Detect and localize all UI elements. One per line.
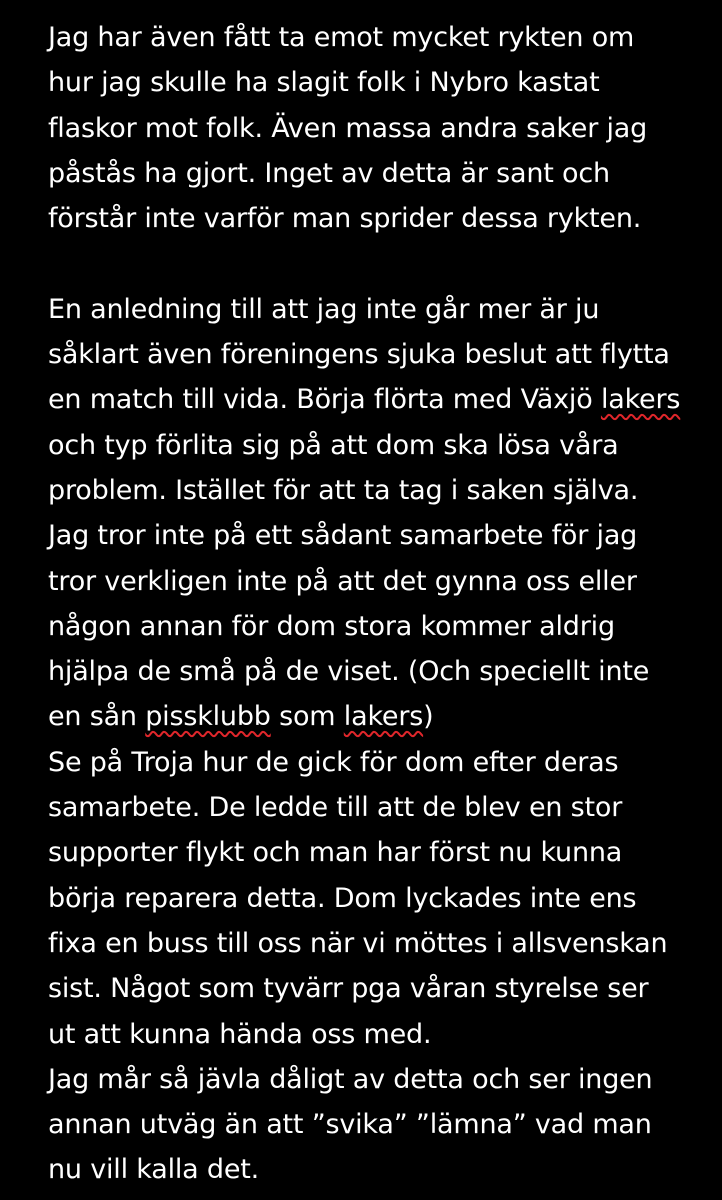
text-line [48, 15, 708, 60]
text-segment: flaskor mot folk. Även massa andra saker jag [48, 112, 648, 144]
text-segment: supporter flykt och man har först nu kunna [48, 837, 623, 869]
text-segment: fixa en buss till oss när vi möttes i allsvenskan [48, 927, 668, 959]
text-segment: ut att kunna hända oss med. [48, 1018, 432, 1050]
text-segment: annan utväg än att ”svika” ”lämna” vad man [48, 1109, 652, 1141]
text-line [48, 1012, 708, 1057]
text-line [48, 694, 708, 739]
text-line [48, 106, 708, 151]
text-segment: Jag tror inte på ett sådant samarbete för jag [48, 520, 638, 552]
misspelled-word: pissklubb [145, 701, 271, 733]
text-line [48, 513, 708, 558]
text-segment: en sån [48, 701, 146, 733]
text-line [48, 785, 708, 830]
text-line [48, 1102, 708, 1147]
text-segment: samarbete. De ledde till att de blev en stor [48, 792, 623, 824]
text-segment: ) [423, 701, 434, 733]
text-segment: hur jag skulle ha slagit folk i Nybro kastat [48, 67, 600, 99]
text-segment: tror verkligen inte på att det gynna oss eller [48, 565, 637, 597]
text-segment: börja reparera detta. Dom lyckades inte ens [48, 882, 637, 914]
text-segment: förstår inte varför man sprider dessa rykten. [48, 203, 642, 235]
text-segment: en match till vida. Börja flörta med Växjö [48, 384, 601, 416]
text-segment: påstås ha gjort. Inget av detta är sant och [48, 157, 610, 189]
text-segment: såklart även föreningens sjuka beslut att flytta [48, 339, 670, 371]
text-line [48, 876, 708, 921]
text-segment: sist. Något som tyvärr pga våran styrelse ser [48, 973, 649, 1005]
text-line [48, 559, 708, 604]
text-line [48, 196, 708, 241]
text-segment: hjälpa de små på de viset. (Och speciellt inte [48, 656, 650, 688]
text-segment: någon annan för dom stora kommer aldrig [48, 610, 615, 642]
text-line [48, 377, 708, 422]
text-segment: och typ förlita sig på att dom ska lösa våra [48, 429, 619, 461]
paragraph-gap [48, 241, 708, 286]
text-line [48, 740, 708, 785]
text-line [48, 60, 708, 105]
text-line [48, 649, 708, 694]
text-line [48, 966, 708, 1011]
text-line [48, 287, 708, 332]
text-segment: nu vill kalla det. [48, 1154, 260, 1186]
text-segment: problem. Istället för att ta tag i saken själva. [48, 474, 639, 506]
text-segment: som [270, 701, 344, 733]
note-text-body[interactable] [48, 0, 708, 1193]
text-line [48, 830, 708, 875]
text-line [48, 1057, 708, 1102]
text-line [48, 604, 708, 649]
text-line [48, 332, 708, 377]
misspelled-word: lakers [600, 384, 681, 416]
text-line [48, 921, 708, 966]
text-segment: Jag har även fått ta emot mycket rykten om [48, 22, 635, 53]
text-segment: En anledning till att jag inte går mer är ju [48, 293, 600, 325]
misspelled-word: lakers [343, 701, 424, 733]
text-segment: Se på Troja hur de gick för dom efter deras [48, 746, 619, 778]
text-segment: Jag mår så jävla dåligt av detta och ser ingen [48, 1063, 653, 1095]
text-line [48, 1147, 708, 1192]
text-line [48, 468, 708, 513]
text-line [48, 151, 708, 196]
text-line [48, 423, 708, 468]
